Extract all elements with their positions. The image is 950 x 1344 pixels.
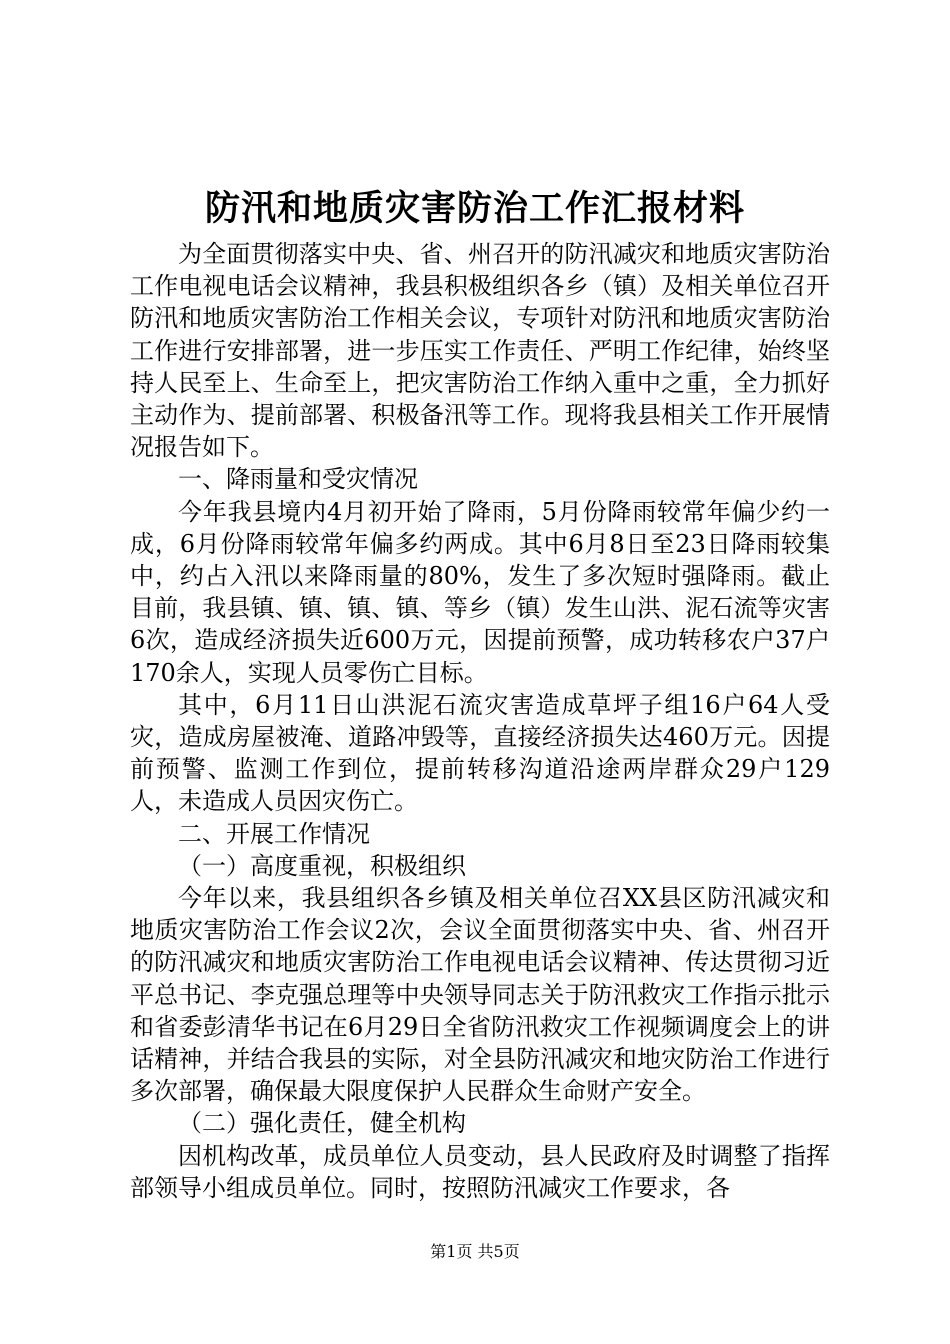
document-title: 防汛和地质灾害防治工作汇报材料 [204, 188, 745, 229]
paragraph-intro: 为全面贯彻落实中央、省、州召开的防汛减灾和地质灾害防治工作电视电话会议精神，我县积极组织各乡（镇）及相关单位召开防汛和地质灾害防治工作相关会议，专项针对防汛和地质灾害防治工作进行安排部署，进一步压实工作责任、严明工作纪律，始终坚持人民至上、生命至上，把灾害防治工作纳入重中之重，全力抓好主动作为、提前部署、积极备汛等工作。现将我县相关工作开展情况报告如下。 [130, 240, 830, 462]
page-number-footer: 第1页 共5页 [430, 1242, 520, 1261]
paragraph-meetings: 今年以来，我县组织各乡镇及相关单位召XX县区防汛减灾和地质灾害防治工作会议2次，会议全面贯彻落实中央、省、州召开的防汛减灾和地质灾害防治工作电视电话会议精神、传达贯彻习近平总书记、李克强总理等中央领导同志关于防汛救灾工作指示批示和省委彭清华书记在6月29日全省防汛救灾工作视频调度会上的讲话精神，并结合我县的实际，对全县防汛减灾和地灾防治工作进行多次部署，确保最大限度保护人民群众生命财产安全。 [130, 884, 830, 1106]
paragraph-reorganization: 因机构改革，成员单位人员变动，县人民政府及时调整了指挥部领导小组成员单位。同时，按照防汛减灾工作要求，各 [130, 1141, 830, 1202]
section-heading-1: 一、降雨量和受灾情况 [178, 465, 418, 494]
subsection-heading-1: （一）高度重视，积极组织 [178, 851, 466, 880]
subsection-heading-2: （二）强化责任，健全机构 [178, 1109, 466, 1138]
section-heading-2: 二、开展工作情况 [178, 819, 370, 848]
paragraph-rainfall: 今年我县境内4月初开始了降雨，5月份降雨较常年偏少约一成，6月份降雨较常年偏多约两成。其中6月8日至23日降雨较集中，约占入汛以来降雨量的80%，发生了多次短时强降雨。截止目前，我县镇、镇、镇、镇、等乡（镇）发生山洪、泥石流等灾害6次，造成经济损失近600万元，因提前预警，成功转移农户37户170余人，实现人员零伤亡目标。 [130, 497, 830, 687]
paragraph-flood-detail: 其中，6月11日山洪泥石流灾害造成草坪子组16户64人受灾，造成房屋被淹、道路冲毁等，直接经济损失达460万元。因提前预警、监测工作到位，提前转移沟道沿途两岸群众29户129人，未造成人员因灾伤亡。 [130, 690, 830, 816]
document-body [130, 238, 830, 1204]
